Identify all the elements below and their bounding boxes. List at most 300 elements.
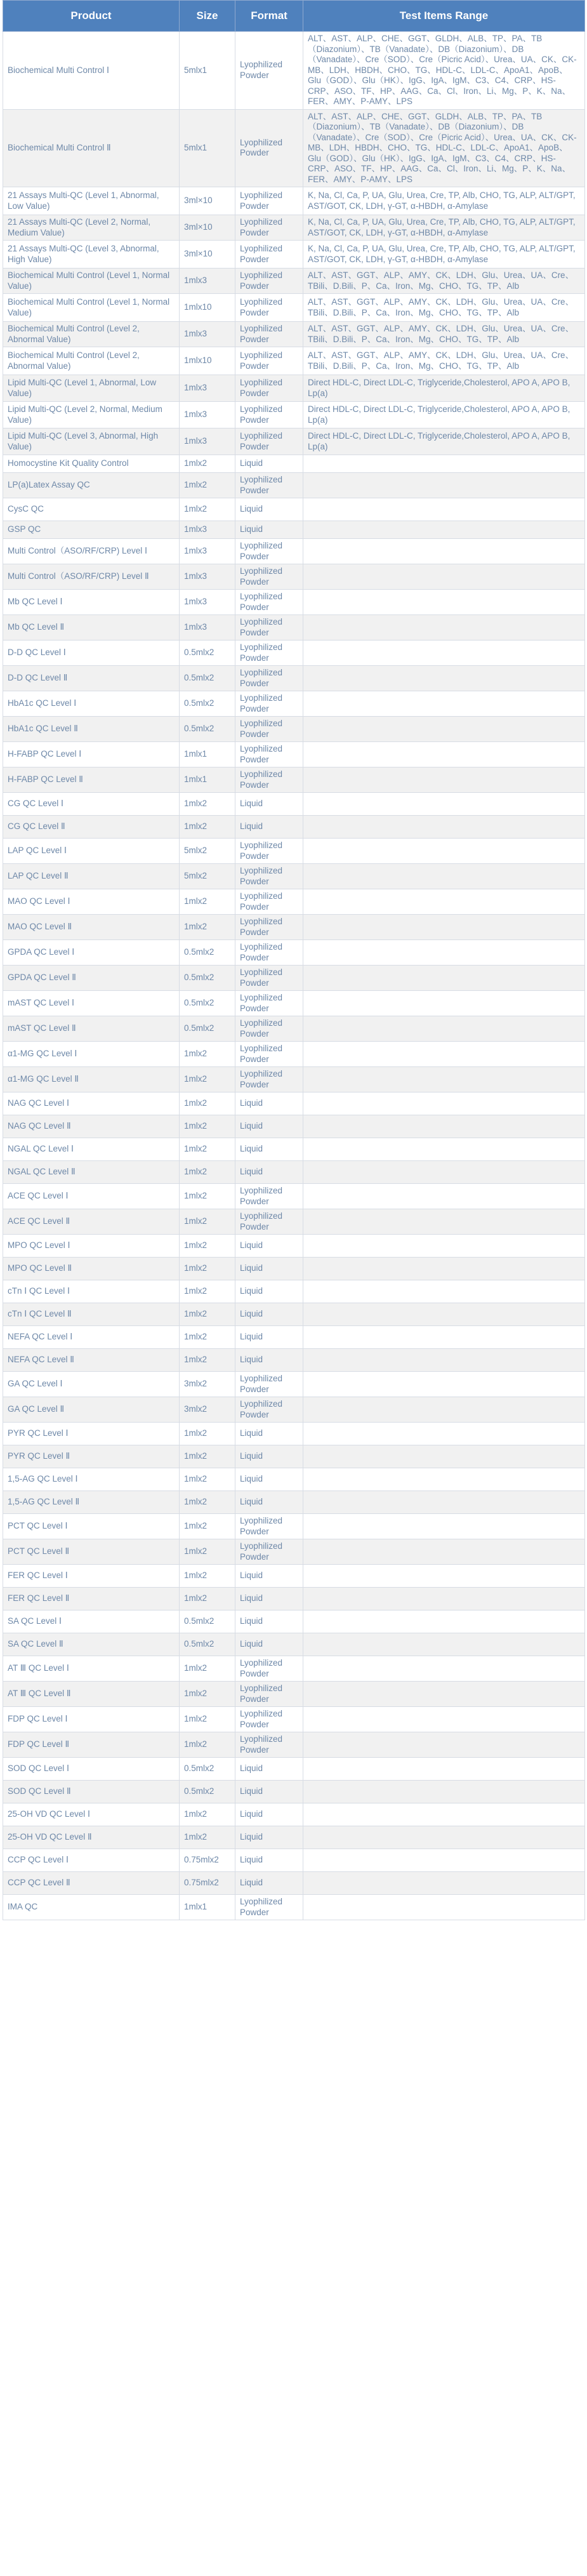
table-row bbox=[3, 1372, 585, 1397]
cell-format: Lyophilized Powder bbox=[235, 889, 303, 915]
cell-size: 1mlx2 bbox=[180, 1826, 235, 1849]
cell-product: NGAL QC Level Ⅱ bbox=[3, 1161, 180, 1184]
cell-product: NAG QC Level Ⅰ bbox=[3, 1092, 180, 1115]
table-row bbox=[3, 1565, 585, 1588]
table-row bbox=[3, 889, 585, 915]
cell-size: 0.5mlx2 bbox=[180, 991, 235, 1016]
cell-product: Lipid Multi-QC (Level 1, Abnormal, Low Value) bbox=[3, 375, 180, 402]
cell-format: Liquid bbox=[235, 1803, 303, 1826]
cell-size: 1mlx2 bbox=[180, 1468, 235, 1491]
cell-format: Liquid bbox=[235, 1491, 303, 1514]
cell-size: 0.5mlx2 bbox=[180, 1781, 235, 1803]
cell-format: Liquid bbox=[235, 1826, 303, 1849]
cell-format: Liquid bbox=[235, 1423, 303, 1445]
table-row bbox=[3, 1707, 585, 1732]
cell-test-items bbox=[303, 498, 585, 521]
cell-product: 21 Assays Multi-QC (Level 1, Abnormal, Low Value) bbox=[3, 187, 180, 215]
cell-format: Lyophilized Powder bbox=[235, 215, 303, 241]
table-row bbox=[3, 1235, 585, 1258]
cell-format: Lyophilized Powder bbox=[235, 294, 303, 322]
cell-test-items bbox=[303, 1895, 585, 1920]
table-row bbox=[3, 615, 585, 641]
cell-test-items bbox=[303, 1588, 585, 1610]
cell-size: 1mlx2 bbox=[180, 1326, 235, 1349]
cell-test-items bbox=[303, 767, 585, 793]
cell-size: 0.5mlx2 bbox=[180, 1633, 235, 1656]
cell-format: Lyophilized Powder bbox=[235, 187, 303, 215]
cell-test-items bbox=[303, 1707, 585, 1732]
cell-size: 0.5mlx2 bbox=[180, 666, 235, 691]
cell-format: Lyophilized Powder bbox=[235, 1372, 303, 1397]
cell-format: Liquid bbox=[235, 1588, 303, 1610]
table-row bbox=[3, 767, 585, 793]
cell-test-items: ALT、AST、GGT、ALP、AMY、CK、LDH、Glu、Urea、UA、Cre、TBili、D.Bili、P、Ca、Iron、Mg、CHO、TG、TP、Alb bbox=[303, 322, 585, 347]
cell-size: 5mlx1 bbox=[180, 32, 235, 110]
cell-format: Lyophilized Powder bbox=[235, 32, 303, 110]
table-row bbox=[3, 1803, 585, 1826]
cell-product: IMA QC bbox=[3, 1895, 180, 1920]
cell-product: GSP QC bbox=[3, 521, 180, 539]
cell-test-items bbox=[303, 991, 585, 1016]
cell-product: MAO QC Level Ⅱ bbox=[3, 915, 180, 940]
cell-size: 1mlx3 bbox=[180, 322, 235, 347]
cell-format: Liquid bbox=[235, 1258, 303, 1280]
cell-test-items bbox=[303, 641, 585, 666]
table-row bbox=[3, 564, 585, 590]
cell-test-items bbox=[303, 455, 585, 473]
product-table bbox=[3, 0, 585, 1920]
cell-test-items: ALT、AST、GGT、ALP、AMY、CK、LDH、Glu、Urea、UA、Cre、TBili、D.Bili、P、Ca、Iron、Mg、CHO、TG、TP、Alb bbox=[303, 294, 585, 322]
cell-size: 1mlx2 bbox=[180, 1588, 235, 1610]
cell-product: AT Ⅲ QC Level Ⅱ bbox=[3, 1682, 180, 1707]
cell-test-items bbox=[303, 1445, 585, 1468]
cell-test-items bbox=[303, 717, 585, 742]
cell-format: Lyophilized Powder bbox=[235, 1209, 303, 1235]
cell-size: 1mlx2 bbox=[180, 1803, 235, 1826]
cell-product: Mb QC Level Ⅱ bbox=[3, 615, 180, 641]
cell-product: NGAL QC Level Ⅰ bbox=[3, 1138, 180, 1161]
table-row bbox=[3, 590, 585, 615]
table-row bbox=[3, 1491, 585, 1514]
cell-test-items bbox=[303, 1349, 585, 1372]
cell-product: LAP QC Level Ⅱ bbox=[3, 864, 180, 889]
cell-format: Lyophilized Powder bbox=[235, 539, 303, 564]
cell-format: Lyophilized Powder bbox=[235, 991, 303, 1016]
cell-test-items bbox=[303, 1067, 585, 1092]
cell-size: 1mlx3 bbox=[180, 269, 235, 294]
cell-format: Liquid bbox=[235, 521, 303, 539]
cell-test-items bbox=[303, 1682, 585, 1707]
cell-test-items bbox=[303, 1565, 585, 1588]
table-row bbox=[3, 1115, 585, 1138]
table-row bbox=[3, 1092, 585, 1115]
cell-size: 1mlx3 bbox=[180, 402, 235, 428]
cell-test-items bbox=[303, 839, 585, 864]
cell-format: Lyophilized Powder bbox=[235, 1184, 303, 1209]
cell-format: Liquid bbox=[235, 1349, 303, 1372]
cell-size: 1mlx2 bbox=[180, 915, 235, 940]
cell-test-items: Direct HDL-C, Direct LDL-C, Triglyceride,Cholesterol, APO A, APO B, Lp(a) bbox=[303, 428, 585, 455]
cell-product: PYR QC Level Ⅰ bbox=[3, 1423, 180, 1445]
cell-test-items bbox=[303, 915, 585, 940]
cell-product: Biochemical Multi Control (Level 2, Abnormal Value) bbox=[3, 347, 180, 375]
cell-format: Lyophilized Powder bbox=[235, 428, 303, 455]
cell-size: 1mlx2 bbox=[180, 793, 235, 816]
table-row bbox=[3, 1303, 585, 1326]
cell-product: GPDA QC Level Ⅱ bbox=[3, 966, 180, 991]
cell-format: Lyophilized Powder bbox=[235, 375, 303, 402]
cell-size: 1mlx2 bbox=[180, 1042, 235, 1067]
cell-size: 0.5mlx2 bbox=[180, 1016, 235, 1042]
cell-format: Lyophilized Powder bbox=[235, 1016, 303, 1042]
cell-format: Lyophilized Powder bbox=[235, 109, 303, 187]
cell-product: CG QC Level Ⅰ bbox=[3, 793, 180, 816]
cell-size: 1mlx2 bbox=[180, 498, 235, 521]
cell-test-items bbox=[303, 1042, 585, 1067]
cell-size: 5mlx2 bbox=[180, 839, 235, 864]
table-row bbox=[3, 1539, 585, 1565]
cell-product: 1,5-AG QC Level Ⅰ bbox=[3, 1468, 180, 1491]
cell-test-items bbox=[303, 1326, 585, 1349]
cell-size: 0.5mlx2 bbox=[180, 1758, 235, 1781]
table-row bbox=[3, 1016, 585, 1042]
cell-product: CCP QC Level Ⅰ bbox=[3, 1849, 180, 1872]
table-row bbox=[3, 966, 585, 991]
cell-size: 5mlx1 bbox=[180, 109, 235, 187]
cell-format: Lyophilized Powder bbox=[235, 1707, 303, 1732]
cell-product: Lipid Multi-QC (Level 3, Abnormal, High Value) bbox=[3, 428, 180, 455]
cell-size: 1mlx2 bbox=[180, 1067, 235, 1092]
cell-product: MPO QC Level Ⅱ bbox=[3, 1258, 180, 1280]
cell-size: 1mlx3 bbox=[180, 521, 235, 539]
cell-size: 3ml×10 bbox=[180, 241, 235, 269]
table-row bbox=[3, 498, 585, 521]
cell-test-items bbox=[303, 1258, 585, 1280]
cell-format: Lyophilized Powder bbox=[235, 1682, 303, 1707]
table-row bbox=[3, 1209, 585, 1235]
table-row bbox=[3, 187, 585, 215]
cell-format: Lyophilized Powder bbox=[235, 1042, 303, 1067]
cell-size: 0.75mlx2 bbox=[180, 1872, 235, 1895]
table-row bbox=[3, 1349, 585, 1372]
table-row bbox=[3, 269, 585, 294]
cell-size: 5mlx2 bbox=[180, 864, 235, 889]
table-row bbox=[3, 402, 585, 428]
cell-test-items: ALT、AST、GGT、ALP、AMY、CK、LDH、Glu、Urea、UA、Cre、TBili、D.Bili、P、Ca、Iron、Mg、CHO、TG、TP、Alb bbox=[303, 269, 585, 294]
cell-format: Liquid bbox=[235, 1610, 303, 1633]
cell-test-items bbox=[303, 966, 585, 991]
cell-test-items bbox=[303, 1539, 585, 1565]
cell-format: Lyophilized Powder bbox=[235, 966, 303, 991]
cell-size: 1mlx2 bbox=[180, 1161, 235, 1184]
cell-size: 0.5mlx2 bbox=[180, 1610, 235, 1633]
cell-product: GPDA QC Level Ⅰ bbox=[3, 940, 180, 966]
cell-product: HbA1c QC Level Ⅱ bbox=[3, 717, 180, 742]
cell-product: SA QC Level Ⅰ bbox=[3, 1610, 180, 1633]
table-row bbox=[3, 991, 585, 1016]
cell-size: 1mlx3 bbox=[180, 590, 235, 615]
table-header bbox=[3, 1, 585, 32]
header-product: Product bbox=[3, 1, 180, 32]
cell-product: Biochemical Multi Control (Level 2, Abnormal Value) bbox=[3, 322, 180, 347]
cell-format: Lyophilized Powder bbox=[235, 691, 303, 717]
cell-size: 0.75mlx2 bbox=[180, 1849, 235, 1872]
cell-size: 1mlx3 bbox=[180, 539, 235, 564]
cell-size: 1mlx2 bbox=[180, 1235, 235, 1258]
table-row bbox=[3, 666, 585, 691]
cell-test-items bbox=[303, 1758, 585, 1781]
cell-size: 0.5mlx2 bbox=[180, 940, 235, 966]
cell-size: 3ml×10 bbox=[180, 215, 235, 241]
table-row bbox=[3, 1872, 585, 1895]
cell-format: Lyophilized Powder bbox=[235, 1656, 303, 1682]
cell-product: CG QC Level Ⅱ bbox=[3, 816, 180, 839]
table-row bbox=[3, 322, 585, 347]
cell-size: 1mlx2 bbox=[180, 1707, 235, 1732]
cell-test-items bbox=[303, 1468, 585, 1491]
cell-product: FER QC Level Ⅱ bbox=[3, 1588, 180, 1610]
cell-product: D-D QC Level Ⅱ bbox=[3, 666, 180, 691]
cell-format: Lyophilized Powder bbox=[235, 564, 303, 590]
cell-format: Liquid bbox=[235, 1758, 303, 1781]
cell-product: Mb QC Level Ⅰ bbox=[3, 590, 180, 615]
cell-format: Liquid bbox=[235, 1303, 303, 1326]
cell-product: SOD QC Level Ⅱ bbox=[3, 1781, 180, 1803]
cell-size: 3mlx2 bbox=[180, 1397, 235, 1423]
cell-product: α1-MG QC Level Ⅱ bbox=[3, 1067, 180, 1092]
cell-format: Liquid bbox=[235, 498, 303, 521]
cell-format: Lyophilized Powder bbox=[235, 1895, 303, 1920]
table-row bbox=[3, 215, 585, 241]
table-row bbox=[3, 691, 585, 717]
cell-product: MPO QC Level Ⅰ bbox=[3, 1235, 180, 1258]
cell-test-items bbox=[303, 1872, 585, 1895]
cell-size: 1mlx10 bbox=[180, 294, 235, 322]
cell-size: 0.5mlx2 bbox=[180, 717, 235, 742]
cell-size: 1mlx2 bbox=[180, 889, 235, 915]
cell-size: 1mlx2 bbox=[180, 1491, 235, 1514]
cell-product: Multi Control（ASO/RF/CRP) Level Ⅰ bbox=[3, 539, 180, 564]
cell-test-items bbox=[303, 1115, 585, 1138]
cell-format: Liquid bbox=[235, 1326, 303, 1349]
cell-size: 1mlx2 bbox=[180, 1115, 235, 1138]
cell-product: α1-MG QC Level Ⅰ bbox=[3, 1042, 180, 1067]
cell-size: 1mlx2 bbox=[180, 1423, 235, 1445]
table-row bbox=[3, 1588, 585, 1610]
cell-test-items: K, Na, Cl, Ca, P, UA, Glu, Urea, Cre, TP, Alb, CHO, TG, ALP, ALT/GPT, AST/GOT, CK, LDH, γ-GT, α-HBDH, α-Amylase bbox=[303, 241, 585, 269]
cell-format: Lyophilized Powder bbox=[235, 864, 303, 889]
cell-product: NEFA QC Level Ⅰ bbox=[3, 1326, 180, 1349]
cell-product: cTn Ⅰ QC Level Ⅰ bbox=[3, 1280, 180, 1303]
cell-test-items: K, Na, Cl, Ca, P, UA, Glu, Urea, Cre, TP, Alb, CHO, TG, ALP, ALT/GPT, AST/GOT, CK, LDH, γ-GT, α-HBDH, α-Amylase bbox=[303, 187, 585, 215]
cell-product: SA QC Level Ⅱ bbox=[3, 1633, 180, 1656]
header-row bbox=[3, 1, 585, 32]
cell-format: Lyophilized Powder bbox=[235, 742, 303, 767]
table-row bbox=[3, 1895, 585, 1920]
cell-test-items bbox=[303, 1303, 585, 1326]
cell-product: GA QC Level Ⅱ bbox=[3, 1397, 180, 1423]
cell-product: LAP QC Level Ⅰ bbox=[3, 839, 180, 864]
cell-product: LP(a)Latex Assay QC bbox=[3, 473, 180, 498]
cell-test-items bbox=[303, 666, 585, 691]
cell-format: Lyophilized Powder bbox=[235, 322, 303, 347]
cell-format: Lyophilized Powder bbox=[235, 767, 303, 793]
cell-format: Liquid bbox=[235, 1468, 303, 1491]
cell-test-items bbox=[303, 1849, 585, 1872]
cell-test-items bbox=[303, 539, 585, 564]
cell-size: 0.5mlx2 bbox=[180, 966, 235, 991]
header-format: Format bbox=[235, 1, 303, 32]
table-row bbox=[3, 347, 585, 375]
table-row bbox=[3, 816, 585, 839]
table-row bbox=[3, 1610, 585, 1633]
table-row bbox=[3, 1633, 585, 1656]
cell-format: Liquid bbox=[235, 1138, 303, 1161]
cell-test-items bbox=[303, 1092, 585, 1115]
cell-format: Liquid bbox=[235, 793, 303, 816]
table-row bbox=[3, 1468, 585, 1491]
cell-size: 1mlx2 bbox=[180, 1258, 235, 1280]
cell-size: 1mlx2 bbox=[180, 1280, 235, 1303]
table-row bbox=[3, 1138, 585, 1161]
cell-product: Homocystine Kit Quality Control bbox=[3, 455, 180, 473]
cell-product: H-FABP QC Level Ⅱ bbox=[3, 767, 180, 793]
cell-format: Lyophilized Powder bbox=[235, 473, 303, 498]
cell-format: Lyophilized Powder bbox=[235, 1514, 303, 1539]
cell-size: 1mlx2 bbox=[180, 1209, 235, 1235]
cell-size: 1mlx2 bbox=[180, 473, 235, 498]
table-row bbox=[3, 32, 585, 110]
cell-test-items bbox=[303, 1491, 585, 1514]
cell-test-items: ALT、AST、GGT、ALP、AMY、CK、LDH、Glu、Urea、UA、Cre、TBili、D.Bili、P、Ca、Iron、Mg、CHO、TG、TP、Alb bbox=[303, 347, 585, 375]
table-row bbox=[3, 1682, 585, 1707]
cell-test-items bbox=[303, 1732, 585, 1758]
cell-format: Lyophilized Powder bbox=[235, 940, 303, 966]
table-row bbox=[3, 940, 585, 966]
cell-format: Liquid bbox=[235, 1633, 303, 1656]
cell-size: 1mlx2 bbox=[180, 1138, 235, 1161]
cell-format: Liquid bbox=[235, 816, 303, 839]
cell-size: 0.5mlx2 bbox=[180, 691, 235, 717]
cell-test-items bbox=[303, 473, 585, 498]
cell-product: 21 Assays Multi-QC (Level 2, Normal, Medium Value) bbox=[3, 215, 180, 241]
cell-test-items: Direct HDL-C, Direct LDL-C, Triglyceride,Cholesterol, APO A, APO B, Lp(a) bbox=[303, 402, 585, 428]
table-row bbox=[3, 1656, 585, 1682]
cell-test-items bbox=[303, 590, 585, 615]
cell-test-items bbox=[303, 1610, 585, 1633]
table-row bbox=[3, 641, 585, 666]
cell-product: PYR QC Level Ⅱ bbox=[3, 1445, 180, 1468]
cell-product: ACE QC Level Ⅱ bbox=[3, 1209, 180, 1235]
cell-size: 1mlx2 bbox=[180, 1682, 235, 1707]
cell-format: Lyophilized Powder bbox=[235, 641, 303, 666]
table-row bbox=[3, 717, 585, 742]
header-size: Size bbox=[180, 1, 235, 32]
cell-test-items: ALT、AST、ALP、CHE、GGT、GLDH、ALB、TP、PA、TB（Diazonium）、TB（Vanadate）、DB（Diazonium）、DB（Vanadate）、Cre（SOD）、Cre（Picric Acid）、Urea、UA、CK、CK-MB、LDH、HBDH、CHO、TG、HDL-C、LDL-C、ApoA1、ApoB、Glu（GOD）、Glu（HK）、IgG、IgA、IgM、C3、C4、CRP、HS-CRP、ASO、TF、HP、AAG、Ca、Cl、Iron、Li、Mg、P、K、Na、FER、AMY、P-AMY、LPS bbox=[303, 109, 585, 187]
cell-format: Liquid bbox=[235, 1849, 303, 1872]
cell-test-items bbox=[303, 1826, 585, 1849]
table-row bbox=[3, 1397, 585, 1423]
cell-test-items bbox=[303, 1016, 585, 1042]
cell-product: MAO QC Level Ⅰ bbox=[3, 889, 180, 915]
cell-product: Biochemical Multi Control Ⅰ bbox=[3, 32, 180, 110]
cell-product: CysC QC bbox=[3, 498, 180, 521]
cell-test-items bbox=[303, 864, 585, 889]
cell-size: 1mlx1 bbox=[180, 1895, 235, 1920]
cell-size: 0.5mlx2 bbox=[180, 641, 235, 666]
cell-format: Liquid bbox=[235, 1445, 303, 1468]
cell-size: 1mlx2 bbox=[180, 1092, 235, 1115]
cell-test-items bbox=[303, 1138, 585, 1161]
cell-size: 1mlx2 bbox=[180, 1349, 235, 1372]
cell-test-items bbox=[303, 816, 585, 839]
cell-size: 1mlx3 bbox=[180, 564, 235, 590]
cell-size: 1mlx2 bbox=[180, 1732, 235, 1758]
cell-size: 1mlx2 bbox=[180, 1539, 235, 1565]
cell-format: Lyophilized Powder bbox=[235, 1539, 303, 1565]
table-row bbox=[3, 1423, 585, 1445]
cell-size: 3ml×10 bbox=[180, 187, 235, 215]
cell-format: Lyophilized Powder bbox=[235, 1397, 303, 1423]
cell-product: PCT QC Level Ⅰ bbox=[3, 1514, 180, 1539]
table-row bbox=[3, 428, 585, 455]
table-row bbox=[3, 1781, 585, 1803]
cell-size: 1mlx3 bbox=[180, 428, 235, 455]
table-row bbox=[3, 109, 585, 187]
cell-size: 1mlx2 bbox=[180, 1445, 235, 1468]
cell-format: Lyophilized Powder bbox=[235, 666, 303, 691]
cell-product: ACE QC Level Ⅰ bbox=[3, 1184, 180, 1209]
cell-format: Lyophilized Powder bbox=[235, 915, 303, 940]
table-row bbox=[3, 294, 585, 322]
cell-product: Biochemical Multi Control Ⅱ bbox=[3, 109, 180, 187]
cell-format: Lyophilized Powder bbox=[235, 1067, 303, 1092]
table-row bbox=[3, 473, 585, 498]
cell-test-items bbox=[303, 1184, 585, 1209]
cell-test-items bbox=[303, 1781, 585, 1803]
header-test-items-range: Test Items Range bbox=[303, 1, 585, 32]
cell-product: cTn Ⅰ QC Level Ⅱ bbox=[3, 1303, 180, 1326]
cell-product: Lipid Multi-QC (Level 2, Normal, Medium Value) bbox=[3, 402, 180, 428]
cell-product: CCP QC Level Ⅱ bbox=[3, 1872, 180, 1895]
cell-test-items bbox=[303, 889, 585, 915]
table-row bbox=[3, 915, 585, 940]
cell-size: 3mlx2 bbox=[180, 1372, 235, 1397]
cell-size: 1mlx1 bbox=[180, 767, 235, 793]
cell-format: Lyophilized Powder bbox=[235, 402, 303, 428]
cell-test-items bbox=[303, 1633, 585, 1656]
cell-test-items bbox=[303, 1209, 585, 1235]
cell-product: H-FABP QC Level Ⅰ bbox=[3, 742, 180, 767]
cell-test-items bbox=[303, 691, 585, 717]
cell-product: Biochemical Multi Control (Level 1, Normal Value) bbox=[3, 294, 180, 322]
table-row bbox=[3, 375, 585, 402]
table-row bbox=[3, 241, 585, 269]
cell-format: Liquid bbox=[235, 1872, 303, 1895]
cell-test-items bbox=[303, 1235, 585, 1258]
cell-product: FDP QC Level Ⅰ bbox=[3, 1707, 180, 1732]
table-row bbox=[3, 1514, 585, 1539]
cell-test-items: K, Na, Cl, Ca, P, UA, Glu, Urea, Cre, TP, Alb, CHO, TG, ALP, ALT/GPT, AST/GOT, CK, LDH, γ-GT, α-HBDH, α-Amylase bbox=[303, 215, 585, 241]
table-row bbox=[3, 1758, 585, 1781]
cell-test-items bbox=[303, 1372, 585, 1397]
cell-size: 1mlx10 bbox=[180, 347, 235, 375]
table-body bbox=[3, 32, 585, 1920]
table-row bbox=[3, 742, 585, 767]
cell-product: FDP QC Level Ⅱ bbox=[3, 1732, 180, 1758]
cell-format: Liquid bbox=[235, 1115, 303, 1138]
cell-format: Liquid bbox=[235, 1565, 303, 1588]
